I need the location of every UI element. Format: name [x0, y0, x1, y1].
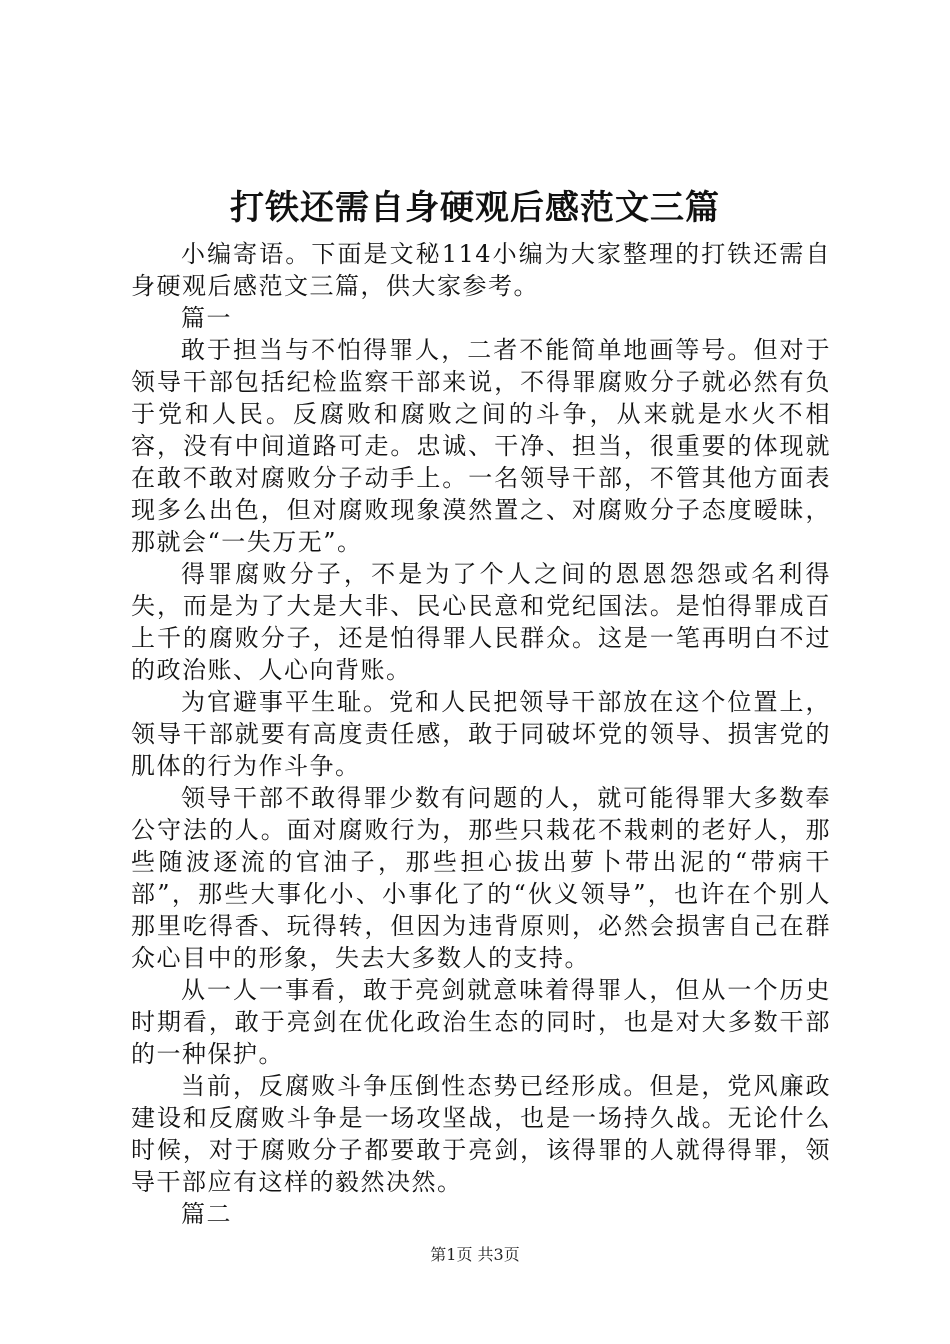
body-paragraph: 当前，反腐败斗争压倒性态势已经形成。但是，党风廉政建设和反腐败斗争是一场攻坚战，也是一场持久战。无论什么时候，对于腐败分子都要敢于亮剑，该得罪的人就得得罪，领导干部应有这样的毅然决然。 — [131, 1072, 831, 1196]
document-title: 打铁还需自身硬观后感范文三篇 — [230, 188, 720, 228]
body-paragraph: 为官避事平生耻。党和人民把领导干部放在这个位置上，领导干部就要有高度责任感，敢于同破坏党的领导、损害党的肌体的行为作斗争。 — [131, 688, 831, 780]
body-paragraph: 敢于担当与不怕得罪人，二者不能简单地画等号。但对于领导干部包括纪检监察干部来说，不得罪腐败分子就必然有负于党和人民。反腐败和腐败之间的斗争，从来就是水火不相容，没有中间道路可走。忠诚、干净、担当，很重要的体现就在敢不敢对腐败分子动手上。一名领导干部，不管其他方面表现多么出色，但对腐败现象漠然置之、对腐败分子态度暧昧，那就会“一失万无”。 — [131, 336, 831, 556]
page-footer: 第1页 共3页 — [430, 1245, 520, 1264]
document-body — [131, 238, 831, 1230]
body-paragraph: 从一人一事看，敢于亮剑就意味着得罪人，但从一个历史时期看，敢于亮剑在优化政治生态的同时，也是对大多数干部的一种保护。 — [131, 976, 831, 1068]
intro-paragraph: 小编寄语。下面是文秘114小编为大家整理的打铁还需自身硬观后感范文三篇，供大家参考。 — [131, 240, 831, 300]
body-paragraph: 领导干部不敢得罪少数有问题的人，就可能得罪大多数奉公守法的人。面对腐败行为，那些只栽花不栽刺的老好人，那些随波逐流的官油子，那些担心拔出萝卜带出泥的“带病干部”，那些大事化小、小事化了的“伙义领导”，也许在个别人那里吃得香、玩得转，但因为违背原则，必然会损害自己在群众心目中的形象，失去大多数人的支持。 — [131, 784, 831, 972]
section-heading-1: 篇一 — [181, 304, 232, 332]
body-paragraph: 得罪腐败分子，不是为了个人之间的恩恩怨怨或名利得失，而是为了大是大非、民心民意和党纪国法。是怕得罪成百上千的腐败分子，还是怕得罪人民群众。这是一笔再明白不过的政治账、人心向背账。 — [131, 560, 831, 684]
section-heading-2: 篇二 — [181, 1200, 232, 1228]
